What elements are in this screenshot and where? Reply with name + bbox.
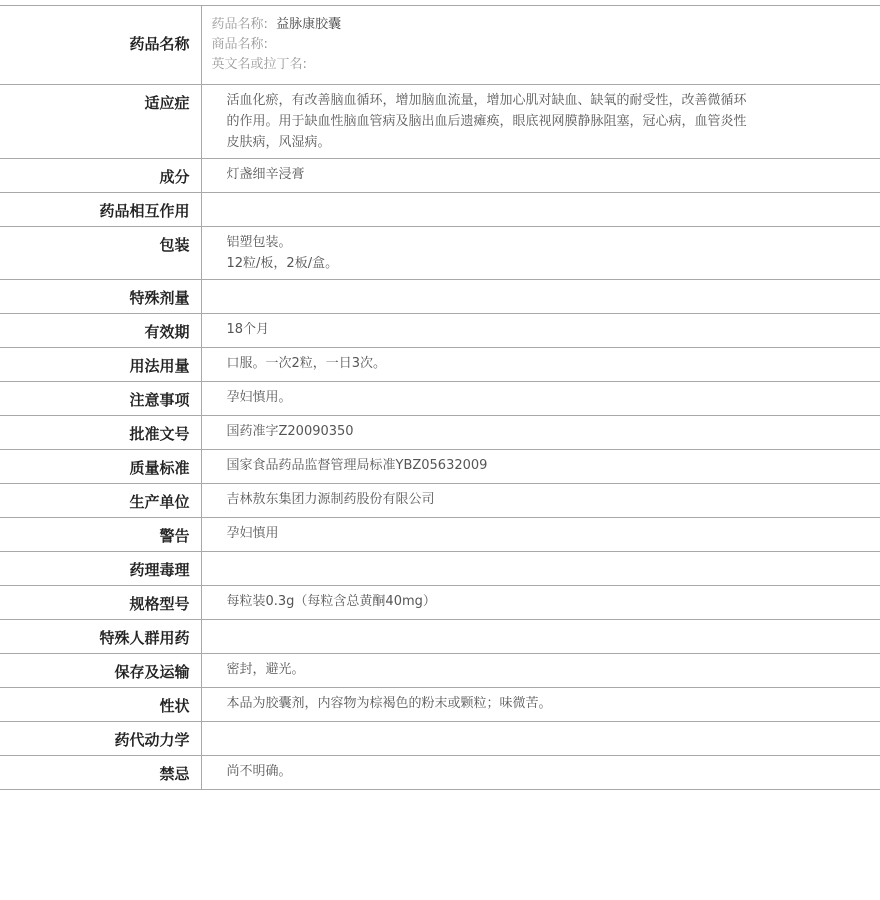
spec-row-value (201, 382, 880, 416)
spec-row (0, 348, 880, 382)
spec-row-label: 生产单位 (0, 484, 201, 518)
spec-row-value-line: 铝塑包装。 (226, 235, 292, 250)
drug-name-field-label: 药品名称: (211, 17, 268, 32)
spec-row-label: 警告 (0, 518, 201, 552)
spec-row-label: 包装 (0, 227, 201, 280)
spec-row-value-line: 吉林敖东集团力源制药股份有限公司 (226, 492, 435, 507)
spec-row (0, 314, 880, 348)
spec-row-label: 批准文号 (0, 416, 201, 450)
spec-row (0, 159, 880, 193)
spec-row-value-line: 活血化瘀，有改善脑血循环，增加脑血流量，增加心肌对缺血、缺氧的耐受性，改善微循环 (226, 93, 747, 108)
spec-row-value (201, 348, 880, 382)
spec-row-value (201, 314, 880, 348)
spec-row-label: 有效期 (0, 314, 201, 348)
spec-row-value-line: 口服。一次2粒，一日3次。 (226, 356, 387, 371)
spec-row-value-line: 18个月 (226, 322, 270, 337)
spec-row-label: 特殊人群用药 (0, 620, 201, 654)
spec-row-value (201, 280, 880, 314)
spec-row-value-line: 国家食品药品监督管理局标准YBZ05632009 (226, 458, 488, 473)
spec-row-value (201, 450, 880, 484)
drug-name-line (212, 15, 871, 35)
spec-row-value-line: 每粒装0.3g（每粒含总黄酮40mg） (226, 594, 436, 609)
drug-name-value: 益脉康胶囊 (276, 17, 342, 32)
spec-row (0, 227, 880, 280)
spec-row-value-line: 灯盏细辛浸膏 (226, 167, 305, 182)
spec-row (0, 722, 880, 756)
spec-row (0, 193, 880, 227)
spec-row-value (201, 85, 880, 159)
english-name-field-label: 英文名或拉丁名: (211, 57, 307, 72)
spec-row-value (201, 756, 880, 790)
spec-row (0, 85, 880, 159)
spec-row-label: 用法用量 (0, 348, 201, 382)
spec-row-value (201, 484, 880, 518)
spec-row-value-line: 的作用。用于缺血性脑血管病及脑出血后遗瘫痪，眼底视网膜静脉阻塞，冠心病，血管炎性 (226, 114, 747, 129)
spec-row-value-line: 12粒/板，2板/盒。 (226, 256, 339, 271)
spec-row (0, 586, 880, 620)
spec-row-label: 注意事项 (0, 382, 201, 416)
spec-row-value (201, 193, 880, 227)
spec-row-label: 禁忌 (0, 756, 201, 790)
spec-row-value-line: 皮肤病，风湿病。 (226, 135, 331, 150)
spec-row (0, 450, 880, 484)
spec-row-value (201, 518, 880, 552)
spec-row-label: 药理毒理 (0, 552, 201, 586)
drug-name-row (0, 6, 880, 85)
spec-row-label: 性状 (0, 688, 201, 722)
spec-row (0, 280, 880, 314)
spec-row-label: 保存及运输 (0, 654, 201, 688)
spec-row-value-line: 孕妇慎用 (226, 526, 279, 541)
spec-row-value-line: 密封，避光。 (226, 662, 305, 677)
spec-row-value (201, 159, 880, 193)
spec-row (0, 620, 880, 654)
spec-row-label: 质量标准 (0, 450, 201, 484)
drug-name-label: 药品名称 (0, 6, 201, 85)
drug-spec-table (0, 5, 880, 790)
spec-row-value (201, 416, 880, 450)
spec-row-label: 特殊剂量 (0, 280, 201, 314)
spec-row (0, 484, 880, 518)
spec-row-value-line: 尚不明确。 (226, 764, 292, 779)
spec-row-value-line: 本品为胶囊剂，内容物为棕褐色的粉末或颗粒；味微苦。 (226, 696, 552, 711)
spec-row-value (201, 620, 880, 654)
spec-row-value (201, 227, 880, 280)
spec-row-label: 药品相互作用 (0, 193, 201, 227)
spec-row (0, 382, 880, 416)
spec-row (0, 756, 880, 790)
spec-row-label: 规格型号 (0, 586, 201, 620)
trade-name-field-label: 商品名称: (211, 37, 268, 52)
spec-row (0, 416, 880, 450)
spec-row-value (201, 722, 880, 756)
spec-row-value (201, 586, 880, 620)
spec-row-value-line: 国药准字Z20090350 (226, 424, 354, 439)
spec-row-value (201, 654, 880, 688)
spec-row-label: 药代动力学 (0, 722, 201, 756)
spec-row-value (201, 552, 880, 586)
spec-row-value-line: 孕妇慎用。 (226, 390, 292, 405)
drug-name-cell (201, 6, 880, 85)
spec-row (0, 654, 880, 688)
spec-row (0, 552, 880, 586)
spec-row-label: 成分 (0, 159, 201, 193)
spec-row (0, 688, 880, 722)
spec-row-value (201, 688, 880, 722)
spec-row (0, 518, 880, 552)
spec-row-label: 适应症 (0, 85, 201, 159)
